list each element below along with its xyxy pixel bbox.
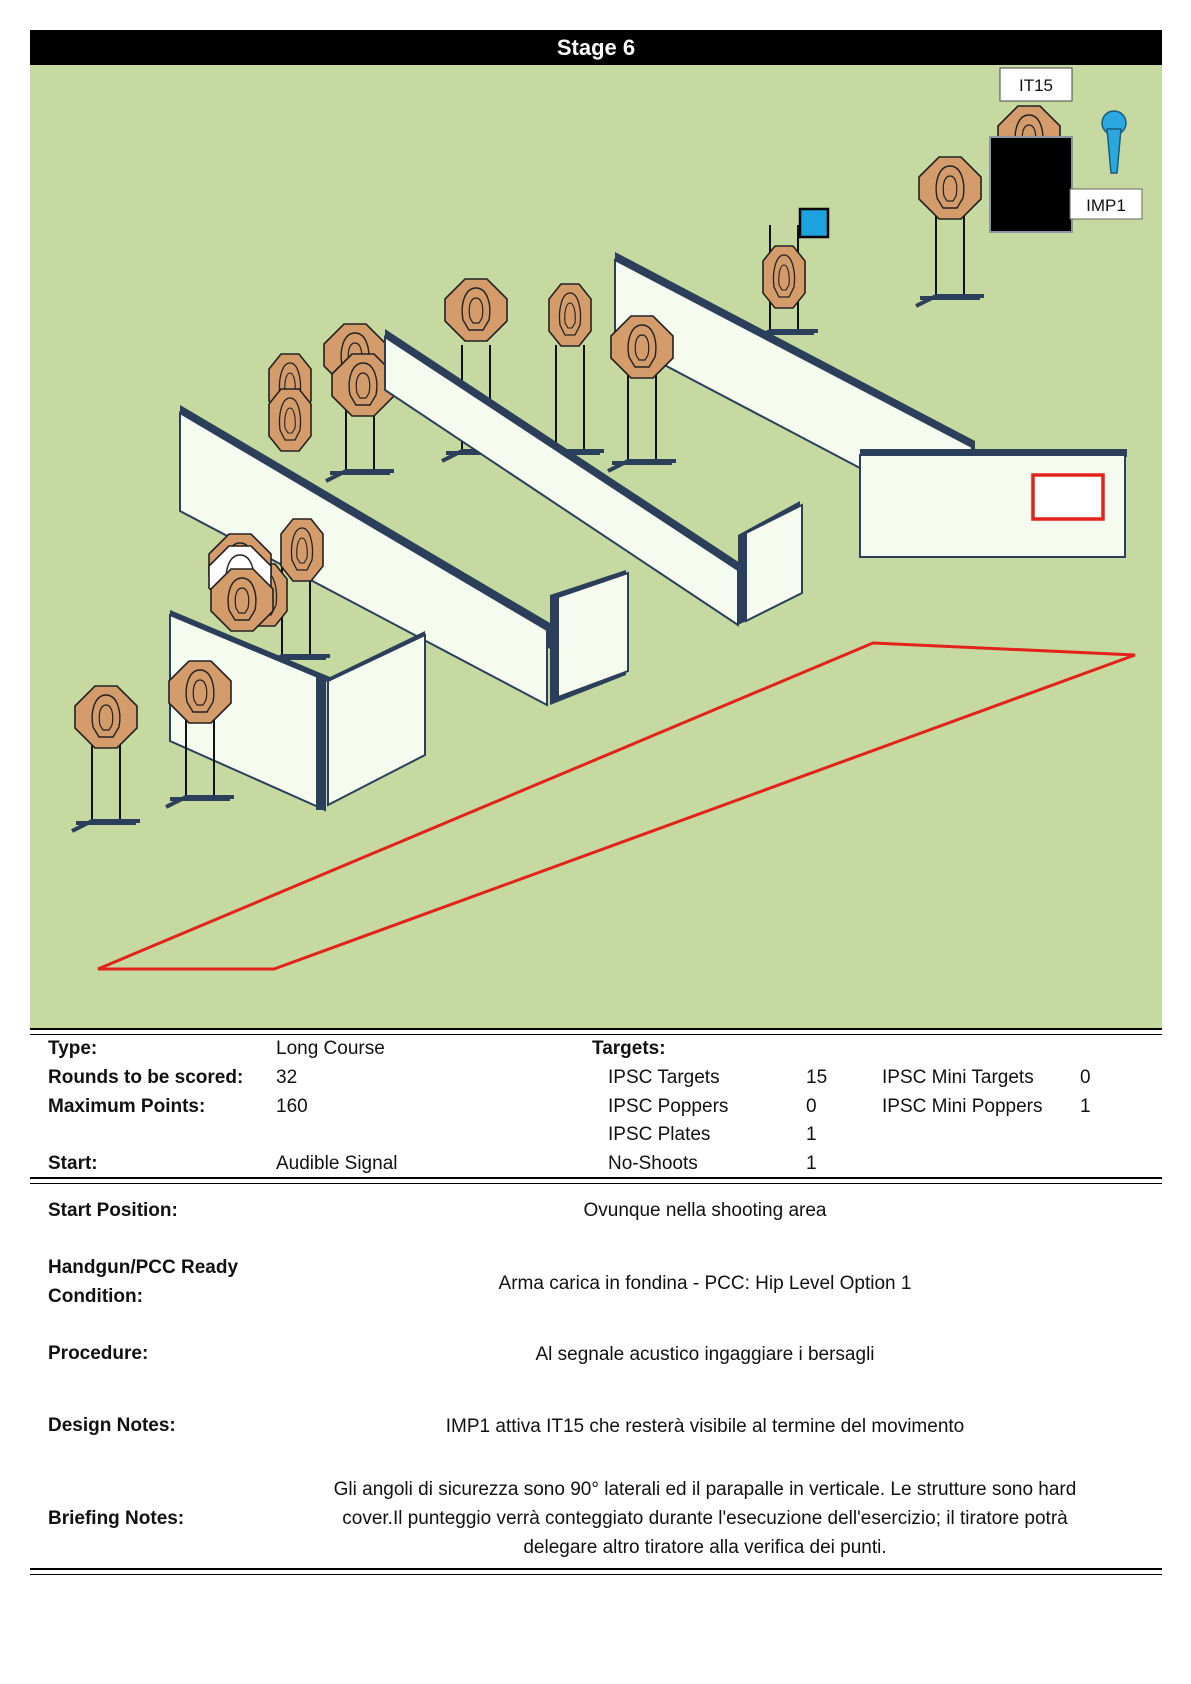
activator-plate bbox=[800, 209, 828, 237]
ready-condition-label-1: Handgun/PCC Ready bbox=[48, 1257, 239, 1278]
rounds-label: Rounds to be scored: bbox=[48, 1067, 244, 1088]
targets-poppers-count: 0 bbox=[806, 1096, 817, 1117]
imp1-label: IMP1 bbox=[1086, 196, 1126, 215]
targets-poppers-name: IPSC Poppers bbox=[608, 1096, 729, 1117]
targets-plates-count: 1 bbox=[806, 1124, 817, 1145]
targets-header: Targets: bbox=[592, 1038, 666, 1059]
start-value: Audible Signal bbox=[276, 1153, 398, 1174]
type-value: Long Course bbox=[276, 1038, 385, 1059]
ready-condition-label-2: Condition: bbox=[48, 1286, 143, 1307]
info-rule-top-2 bbox=[30, 1034, 1162, 1035]
info-rule-bottom-2 bbox=[30, 1183, 1162, 1184]
max-points-value: 160 bbox=[276, 1096, 308, 1117]
procedure-value: Al segnale acustico ingaggiare i bersagli bbox=[535, 1344, 875, 1365]
info-rule-bottom bbox=[30, 1177, 1162, 1179]
targets-mini-poppers-count: 1 bbox=[1080, 1096, 1091, 1117]
targets-ipsc-name: IPSC Targets bbox=[608, 1067, 720, 1088]
briefing-notes-line-2: cover.Il punteggio verrà conteggiato durante l'esecuzione dell'esercizio; il tiratore potrà bbox=[342, 1508, 1068, 1529]
max-points-label: Maximum Points: bbox=[48, 1096, 206, 1117]
targets-mini-count: 0 bbox=[1080, 1067, 1091, 1088]
targets-mini-name: IPSC Mini Targets bbox=[882, 1067, 1034, 1088]
design-notes-label: Design Notes: bbox=[48, 1415, 176, 1436]
rounds-value: 32 bbox=[276, 1067, 298, 1088]
briefing-notes-label: Briefing Notes: bbox=[48, 1508, 185, 1529]
procedure-label: Procedure: bbox=[48, 1343, 149, 1364]
details-rule-bottom bbox=[30, 1568, 1162, 1570]
targets-noshoots-count: 1 bbox=[806, 1153, 817, 1174]
targets-mini-poppers-name: IPSC Mini Poppers bbox=[882, 1096, 1043, 1117]
start-position-label: Start Position: bbox=[48, 1200, 178, 1221]
briefing-notes-line-1: Gli angoli di sicurezza sono 90° laterali ed il parapalle in verticale. Le strutture sono hard bbox=[333, 1479, 1077, 1500]
targets-plates-name: IPSC Plates bbox=[608, 1124, 711, 1145]
stage-diagram bbox=[30, 65, 1162, 1028]
ready-condition-value: Arma carica in fondina - PCC: Hip Level Option 1 bbox=[498, 1273, 912, 1294]
targets-noshoots-name: No-Shoots bbox=[608, 1153, 698, 1174]
info-rule-top bbox=[30, 1028, 1162, 1030]
start-position-value: Ovunque nella shooting area bbox=[583, 1200, 827, 1221]
design-notes-value: IMP1 attiva IT15 che resterà visibile al termine del movimento bbox=[445, 1416, 965, 1437]
wall-right-short bbox=[860, 449, 1127, 557]
targets-ipsc-count: 15 bbox=[806, 1067, 828, 1088]
type-label: Type: bbox=[48, 1038, 98, 1059]
details-rule-bottom-2 bbox=[30, 1574, 1162, 1575]
it15-label: IT15 bbox=[1018, 76, 1054, 95]
no-shoot-plate bbox=[1033, 475, 1103, 519]
briefing-notes-line-3: delegare altro tiratore alla verifica dei punti. bbox=[523, 1537, 887, 1558]
it15-cover-box bbox=[990, 137, 1072, 232]
start-label: Start: bbox=[48, 1153, 98, 1174]
stage-title: Stage 6 bbox=[30, 30, 1162, 65]
